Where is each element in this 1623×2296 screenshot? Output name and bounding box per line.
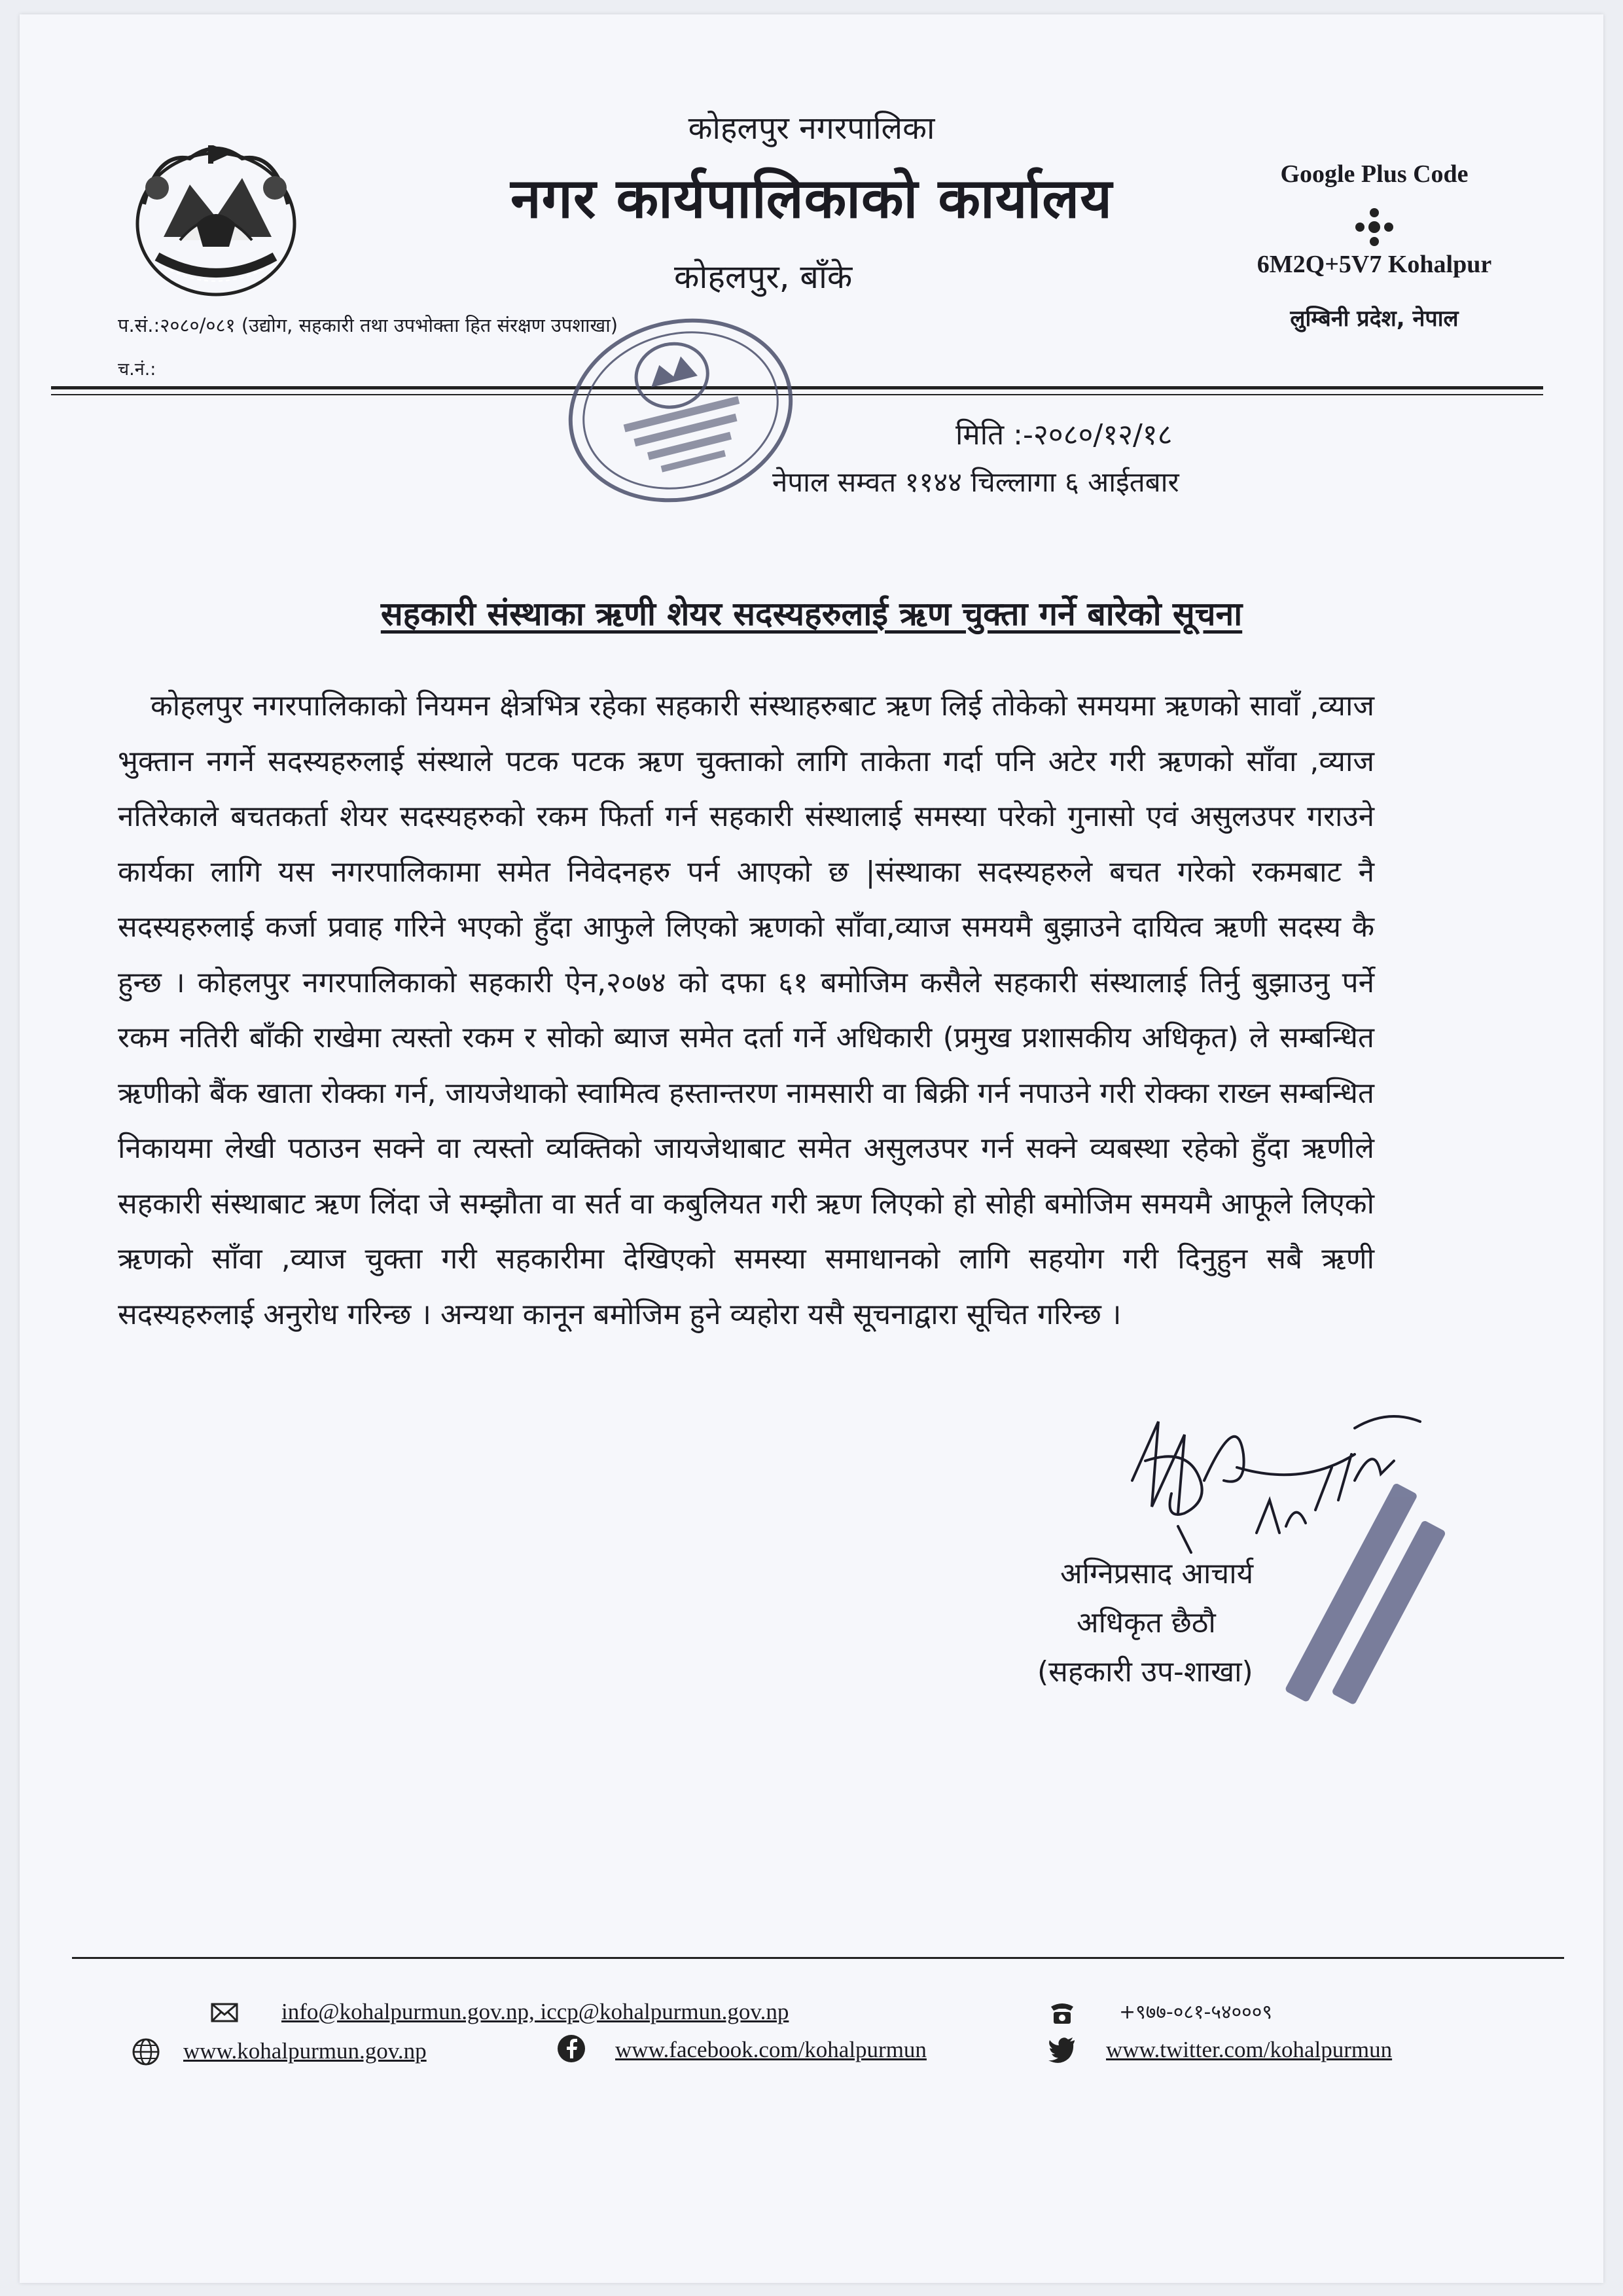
nepal-sambat-date: नेपाल सम्वत ११४४ चिल्लागा ६ आईतबार xyxy=(772,466,1179,498)
phone-number: +९७७-०८१-५४०००९ xyxy=(1119,2001,1272,2024)
email-link[interactable]: info@kohalpurmun.gov.np, iccp@kohalpurmun.gov.np xyxy=(281,1999,789,2024)
officer-seal xyxy=(1237,1467,1512,1742)
office-location: कोहलपुर, बाँके xyxy=(674,258,853,296)
globe-icon xyxy=(131,2037,161,2067)
municipality-name: कोहलपुर नगरपालिका xyxy=(688,110,935,147)
twitter-icon xyxy=(1047,2034,1077,2064)
signer-name: अग्निप्रसाद आचार्य xyxy=(1060,1557,1254,1590)
facebook-link[interactable]: www.facebook.com/kohalpurmun xyxy=(615,2037,927,2062)
notice-subject: सहकारी संस्थाका ऋणी शेयर सदस्यहरुलाई ऋण चुक्ता गर्ने बारेको सूचना xyxy=(380,595,1243,633)
reference-number: प.सं.:२०८०/०८१ (उद्योग, सहकारी तथा उपभोक्ता हित संरक्षण उपशाखा) xyxy=(118,314,618,336)
letter-page xyxy=(20,14,1603,2283)
mail-icon xyxy=(209,1998,240,2028)
office-title: नगर कार्यपालिकाको कार्यालय xyxy=(510,166,1113,230)
notice-body: कोहलपुर नगरपालिकाको नियमन क्षेत्रभित्र रहेका सहकारी संस्थाहरुबाट ऋण लिई तोकेको समयमा ऋणको सावाँ ,व्याज भुक्तान नगर्ने सदस्यहरुलाई संस्थाले पटक पटक ऋण चुक्ताको लागि ताकेता गर्दा पनि अटेर गरी ऋणको साँवा ,व्याज नतिरेकाले बचतकर्ता शेयर सदस्यहरुको रकम फिर्ता गर्न सहकारी संस्थालाई समस्या परेको गुनासो एवं असुलउपर गराउने कार्यका लागि यस नगरपालिकामा समेत निवेदनहरु पर्न आएको छ |संस्थाका सदस्यहरुले बचत गरेको रकमबाट नै सदस्यहरुलाई कर्जा प्रवाह गरिने भएको हुँदा आफुले लिएको ऋणको साँवा,व्याज समयमै बुझाउने दायित्व ऋणी सदस्य कै हुन्छ । कोहलपुर नगरपालिकाको सहकारी ऐन,२०७४ को दफा ६१ बमोजिम कसैले सहकारी संस्थालाई तिर्नु बुझाउनु पर्ने रकम नतिरी बाँकी राखेमा त्यस्तो रकम र सोको ब्याज समेत दर्ता गर्ने अधिकारी (प्रमुख प्रशासकीय अधिकृत) ले सम्बन्धित ऋणीको बैंक खाता रोक्का गर्न, जायजेथाको स्वामित्व हस्तान्तरण नामसारी वा बिक्री गर्न नपाउने गरी रोक्का राख्न सम्बन्धित निकायमा लेखी पठाउन सक्ने वा त्यस्तो व्यक्तिको जायजेथाबाट समेत असुलउपर गर्न सक्ने व्यबस्था रहेको हुँदा ऋणीले सहकारी संस्थाबाट ऋण लिंदा जे सम्झौता वा सर्त वा कबुलियत गरी ऋण लिएको हो सोही बमोजिम समयमै आफूले लिएको ऋणको साँवा ,व्याज चुक्ता गरी सहकारीमा देखिएको समस्या समाधानको लागि सहयोग गरी दिनुहुन सबै ऋणी सदस्यहरुलाई अनुरोध गरिन्छ । अन्यथा कानून बमोजिम हुने व्यहोरा यसै सूचनाद्वारा सूचित गरिन्छ । xyxy=(118,689,1374,1331)
facebook-icon xyxy=(556,2034,586,2064)
letter-date: मिति :-२०८०/१२/१८ xyxy=(955,418,1173,452)
footer-divider xyxy=(72,1957,1564,1959)
signer-unit: (सहकारी उप-शाखा) xyxy=(1037,1655,1253,1689)
twitter-link[interactable]: www.twitter.com/kohalpurmun xyxy=(1106,2037,1393,2062)
province: लुम्बिनी प्रदेश, नेपाल xyxy=(1290,306,1459,332)
dispatch-number: च.नं.: xyxy=(118,359,156,380)
signer-title: अधिकृत छैठौ xyxy=(1077,1606,1216,1640)
website-link[interactable]: www.kohalpurmun.gov.np xyxy=(183,2038,427,2064)
plus-code-icon xyxy=(1348,201,1400,253)
phone-icon xyxy=(1047,1998,1077,2028)
plus-code-label: Google Plus Code xyxy=(1280,160,1469,188)
plus-code: 6M2Q+5V7 Kohalpur xyxy=(1257,251,1492,278)
